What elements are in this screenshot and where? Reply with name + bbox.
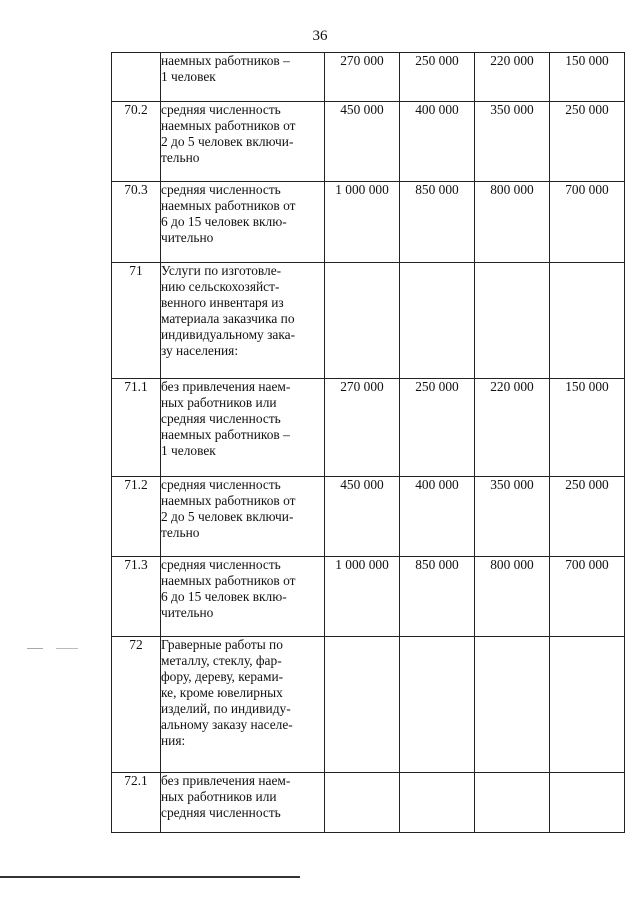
value-cell: [400, 263, 475, 379]
description-line: средняя численность: [161, 182, 281, 197]
value-cell: 350 000: [475, 102, 550, 182]
value-cell: 800 000: [475, 557, 550, 637]
description-line: ке, кроме ювелирных: [161, 685, 283, 700]
description-line: индивидуальному зака-: [161, 327, 296, 342]
row-number: 71.2: [112, 477, 161, 557]
value-cell: 450 000: [325, 477, 400, 557]
value-cell: 450 000: [325, 102, 400, 182]
value-cell: 220 000: [475, 53, 550, 102]
value-cell: [325, 263, 400, 379]
row-description: [161, 263, 325, 379]
value-cell: 270 000: [325, 53, 400, 102]
row-description: [161, 477, 325, 557]
value-cell: [550, 637, 625, 773]
description-line: средняя численность: [161, 477, 281, 492]
description-line: ных работников или: [161, 789, 277, 804]
margin-mark: [56, 648, 78, 649]
description-line: наемных работников от: [161, 118, 296, 133]
description-line: металлу, стеклу, фар-: [161, 653, 282, 668]
value-cell: 1 000 000: [325, 182, 400, 263]
description-line: 6 до 15 человек вклю-: [161, 589, 287, 604]
table-row: [112, 102, 625, 182]
table-row: [112, 773, 625, 833]
value-cell: 250 000: [400, 379, 475, 477]
row-number: 72: [112, 637, 161, 773]
value-cell: [550, 773, 625, 833]
row-number: 70.3: [112, 182, 161, 263]
value-cell: 150 000: [550, 53, 625, 102]
value-cell: 700 000: [550, 182, 625, 263]
row-number: 71: [112, 263, 161, 379]
description-line: средняя численность: [161, 805, 281, 820]
table-row: [112, 637, 625, 773]
description-line: 1 человек: [161, 443, 216, 458]
description-line: венного инвентаря из: [161, 295, 284, 310]
table-row: [112, 477, 625, 557]
description-line: 2 до 5 человек включи-: [161, 134, 294, 149]
description-line: нию сельскохозяйст-: [161, 279, 280, 294]
value-cell: 700 000: [550, 557, 625, 637]
value-cell: 1 000 000: [325, 557, 400, 637]
description-line: наемных работников от: [161, 573, 296, 588]
description-line: наемных работников –: [161, 427, 290, 442]
table-row: [112, 182, 625, 263]
value-cell: [475, 773, 550, 833]
value-cell: 400 000: [400, 477, 475, 557]
description-line: 2 до 5 человек включи-: [161, 509, 294, 524]
value-cell: 150 000: [550, 379, 625, 477]
description-line: ных работников или: [161, 395, 277, 410]
value-cell: [550, 263, 625, 379]
row-number: [112, 53, 161, 102]
description-line: средняя численность: [161, 102, 281, 117]
description-line: Услуги по изготовле-: [161, 263, 282, 278]
description-line: ния:: [161, 733, 186, 748]
description-line: зу населения:: [161, 343, 239, 358]
value-cell: 850 000: [400, 557, 475, 637]
description-line: наемных работников от: [161, 493, 296, 508]
value-cell: 250 000: [400, 53, 475, 102]
description-line: материала заказчика по: [161, 311, 295, 326]
description-line: чительно: [161, 230, 214, 245]
footer-rule: [0, 876, 300, 878]
row-description: [161, 379, 325, 477]
description-line: средняя численность: [161, 557, 281, 572]
description-line: без привлечения наем-: [161, 379, 291, 394]
value-cell: 270 000: [325, 379, 400, 477]
description-line: фору, дереву, керами-: [161, 669, 284, 684]
value-cell: [475, 637, 550, 773]
row-description: [161, 182, 325, 263]
table-row: [112, 53, 625, 102]
row-description: [161, 637, 325, 773]
table-row: [112, 263, 625, 379]
value-cell: [400, 773, 475, 833]
description-line: альному заказу населе-: [161, 717, 293, 732]
row-number: 72.1: [112, 773, 161, 833]
table-row: [112, 379, 625, 477]
table-row: [112, 557, 625, 637]
row-description: [161, 773, 325, 833]
value-cell: 220 000: [475, 379, 550, 477]
description-line: 6 до 15 человек вклю-: [161, 214, 287, 229]
row-number: 71.1: [112, 379, 161, 477]
description-line: средняя численность: [161, 411, 281, 426]
description-line: Граверные работы по: [161, 637, 283, 652]
row-number: 70.2: [112, 102, 161, 182]
description-line: чительно: [161, 605, 214, 620]
description-line: тельно: [161, 150, 200, 165]
description-line: изделий, по индивиду-: [161, 701, 291, 716]
value-cell: 350 000: [475, 477, 550, 557]
value-cell: [475, 263, 550, 379]
value-cell: 850 000: [400, 182, 475, 263]
value-cell: 250 000: [550, 102, 625, 182]
value-cell: 800 000: [475, 182, 550, 263]
value-cell: 250 000: [550, 477, 625, 557]
row-number: 71.3: [112, 557, 161, 637]
margin-mark: [27, 648, 43, 649]
description-line: 1 человек: [161, 69, 216, 84]
description-line: наемных работников от: [161, 198, 296, 213]
page-number: 36: [312, 28, 328, 44]
row-description: [161, 53, 325, 102]
row-description: [161, 557, 325, 637]
description-line: наемных работников –: [161, 53, 290, 68]
value-cell: 400 000: [400, 102, 475, 182]
value-cell: [400, 637, 475, 773]
value-cell: [325, 773, 400, 833]
value-cell: [325, 637, 400, 773]
row-description: [161, 102, 325, 182]
description-line: без привлечения наем-: [161, 773, 291, 788]
tariff-table: [111, 52, 625, 833]
description-line: тельно: [161, 525, 200, 540]
